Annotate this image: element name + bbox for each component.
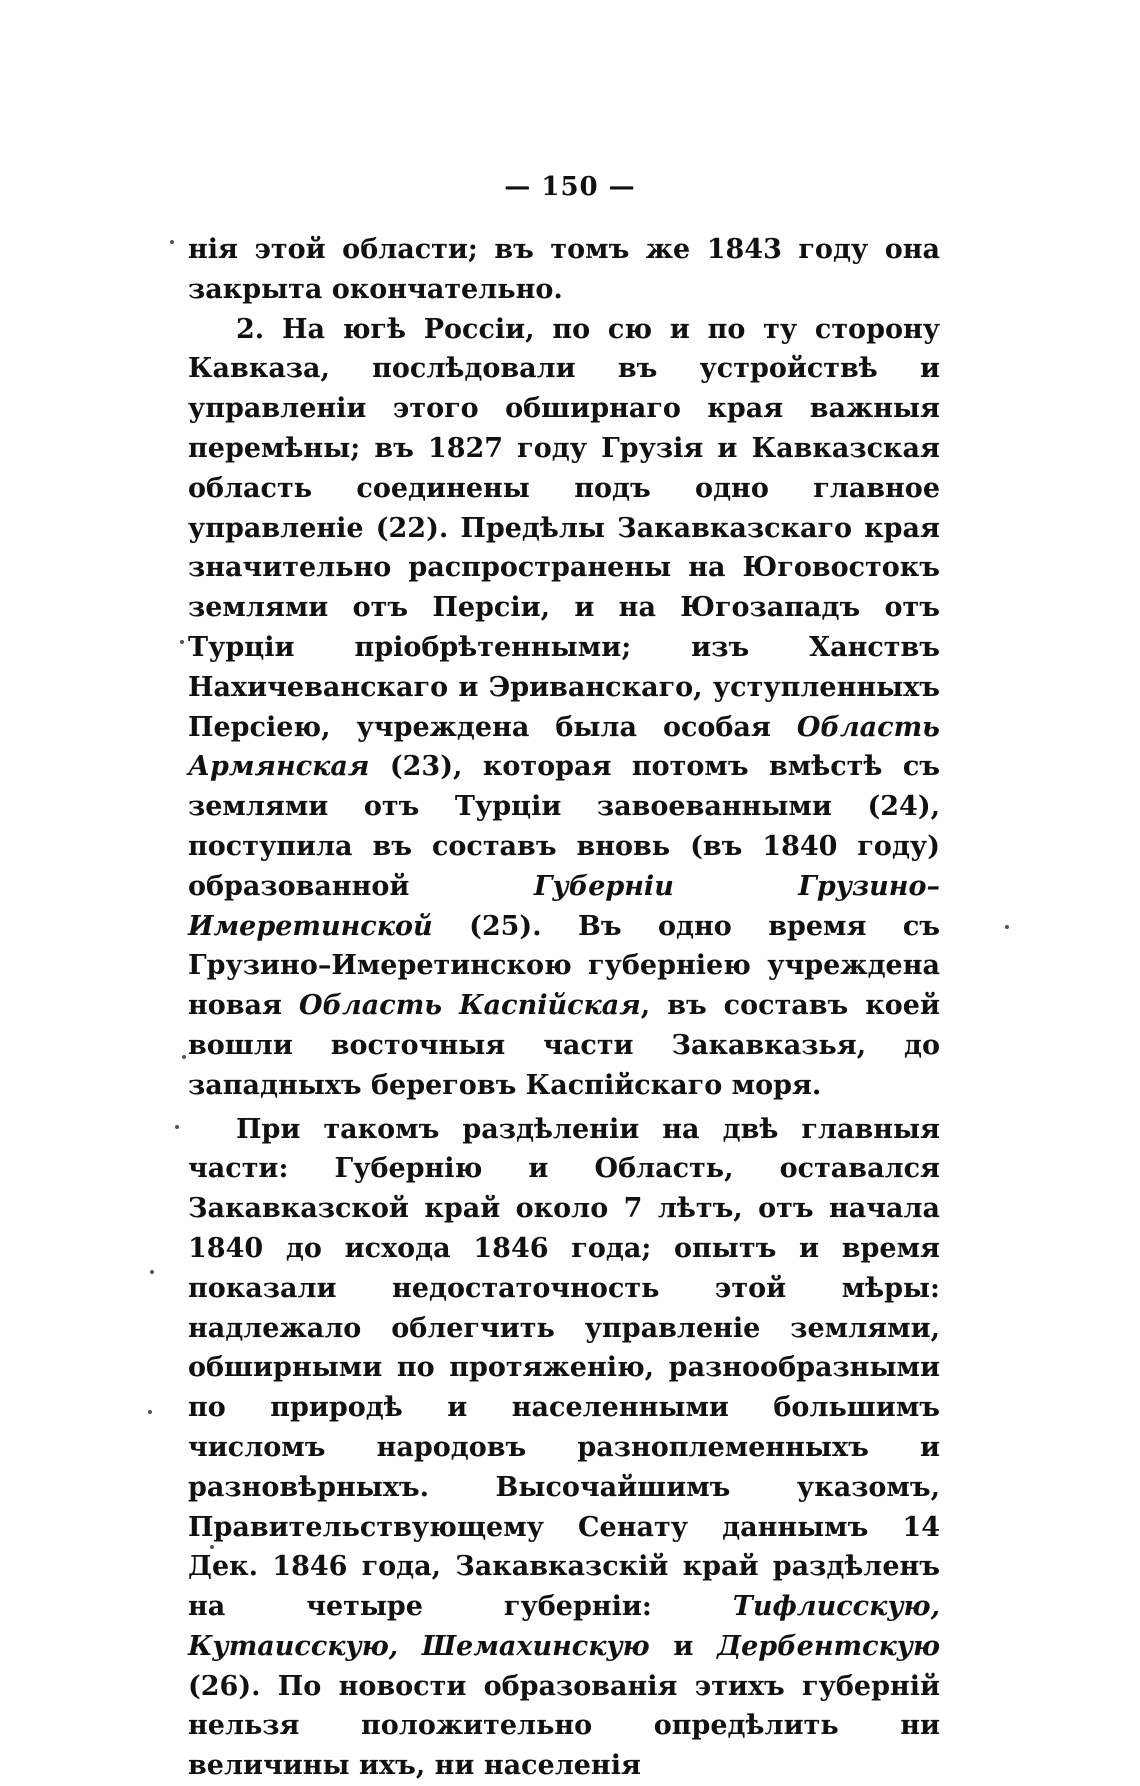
text-run: нія этой области; въ томъ же 1843 году она закрыта окончательно. [188,234,940,305]
italic-term-caspian-oblast: Область Каспійская [298,990,641,1022]
text-run: При такомъ раздѣленіи на двѣ главныя части: Губернію и Область, оставался Закавказской край около 7 лѣтъ, отъ начала 1840 до исхода 1846 года; опытъ и время показали недостаточность этой мѣры: надлежало облегчить управленіе землями, обширными по протяженію, разнообразными по природѣ и населенными большимъ числомъ народовъ разноплеменныхъ и разновѣрныхъ. Высочайшимъ указомъ, Правительствующему Сенату даннымъ 14 Дек. 1846 года, Закавказскій край раздѣленъ на четыре губерніи: [188,1113,940,1623]
italic-term-armenian-oblast: Область Армянская [188,711,940,783]
paragraph-caucasus [188,310,940,1106]
text-run: (25). Въ одно время съ Грузино–Имеретинскою губерніею учреждена новая [188,910,940,1022]
italic-term-governorates: Тифлисскую, Кутаисскую, Шемахинскую [188,1591,940,1662]
scan-speck [182,1055,186,1059]
italic-term-derbent: Дербентскую [717,1630,940,1662]
body-text [188,230,940,1786]
text-run: 2. На югѣ Россіи, по сю и по ту сторону Кавказа, послѣдовали въ устройствѣ и управленіи этого обширнаго края важныя перемѣны; въ 1827 году Грузія и Кавказская область соединены подъ одно главное управленіе (22). Предѣлы Закавказскаго края значительно распространены на Юговостокъ землями отъ Персіи, и на Югозападъ отъ Турціи пріобрѣтенными; изъ Ханствъ Нахичеванскаго и Эриванскаго, уступленныхъ Персіею, учреждена была особая [188,313,940,743]
scan-speck [180,640,184,644]
scan-speck [1005,925,1009,929]
scan-speck [170,240,174,244]
text-run: и [649,1630,718,1662]
scan-speck [175,1125,179,1129]
paragraph-continuation [188,230,940,310]
text-run: , въ составъ коей вошли восточныя части Закавказья, до западныхъ береговъ Каспійскаго моря. [188,990,940,1101]
paragraph-division [188,1110,940,1786]
scan-speck [148,1410,152,1414]
text-run: (26). По новости образованія этихъ губерній нельзя положительно опредѣлить ни величины ихъ, ни населенія [188,1670,940,1782]
italic-term-georgia-imeretia-governorate: Губерніи Грузино–Имеретинской [188,870,940,942]
scan-speck [150,1270,154,1274]
text-run: (23), которая потомъ вмѣстѣ съ землями отъ Турціи завоеванными (24), поступила въ составъ вновь (въ 1840 году) образованной [188,751,940,902]
scan-speck [210,1545,214,1549]
page-number: — 150 — [504,172,636,202]
